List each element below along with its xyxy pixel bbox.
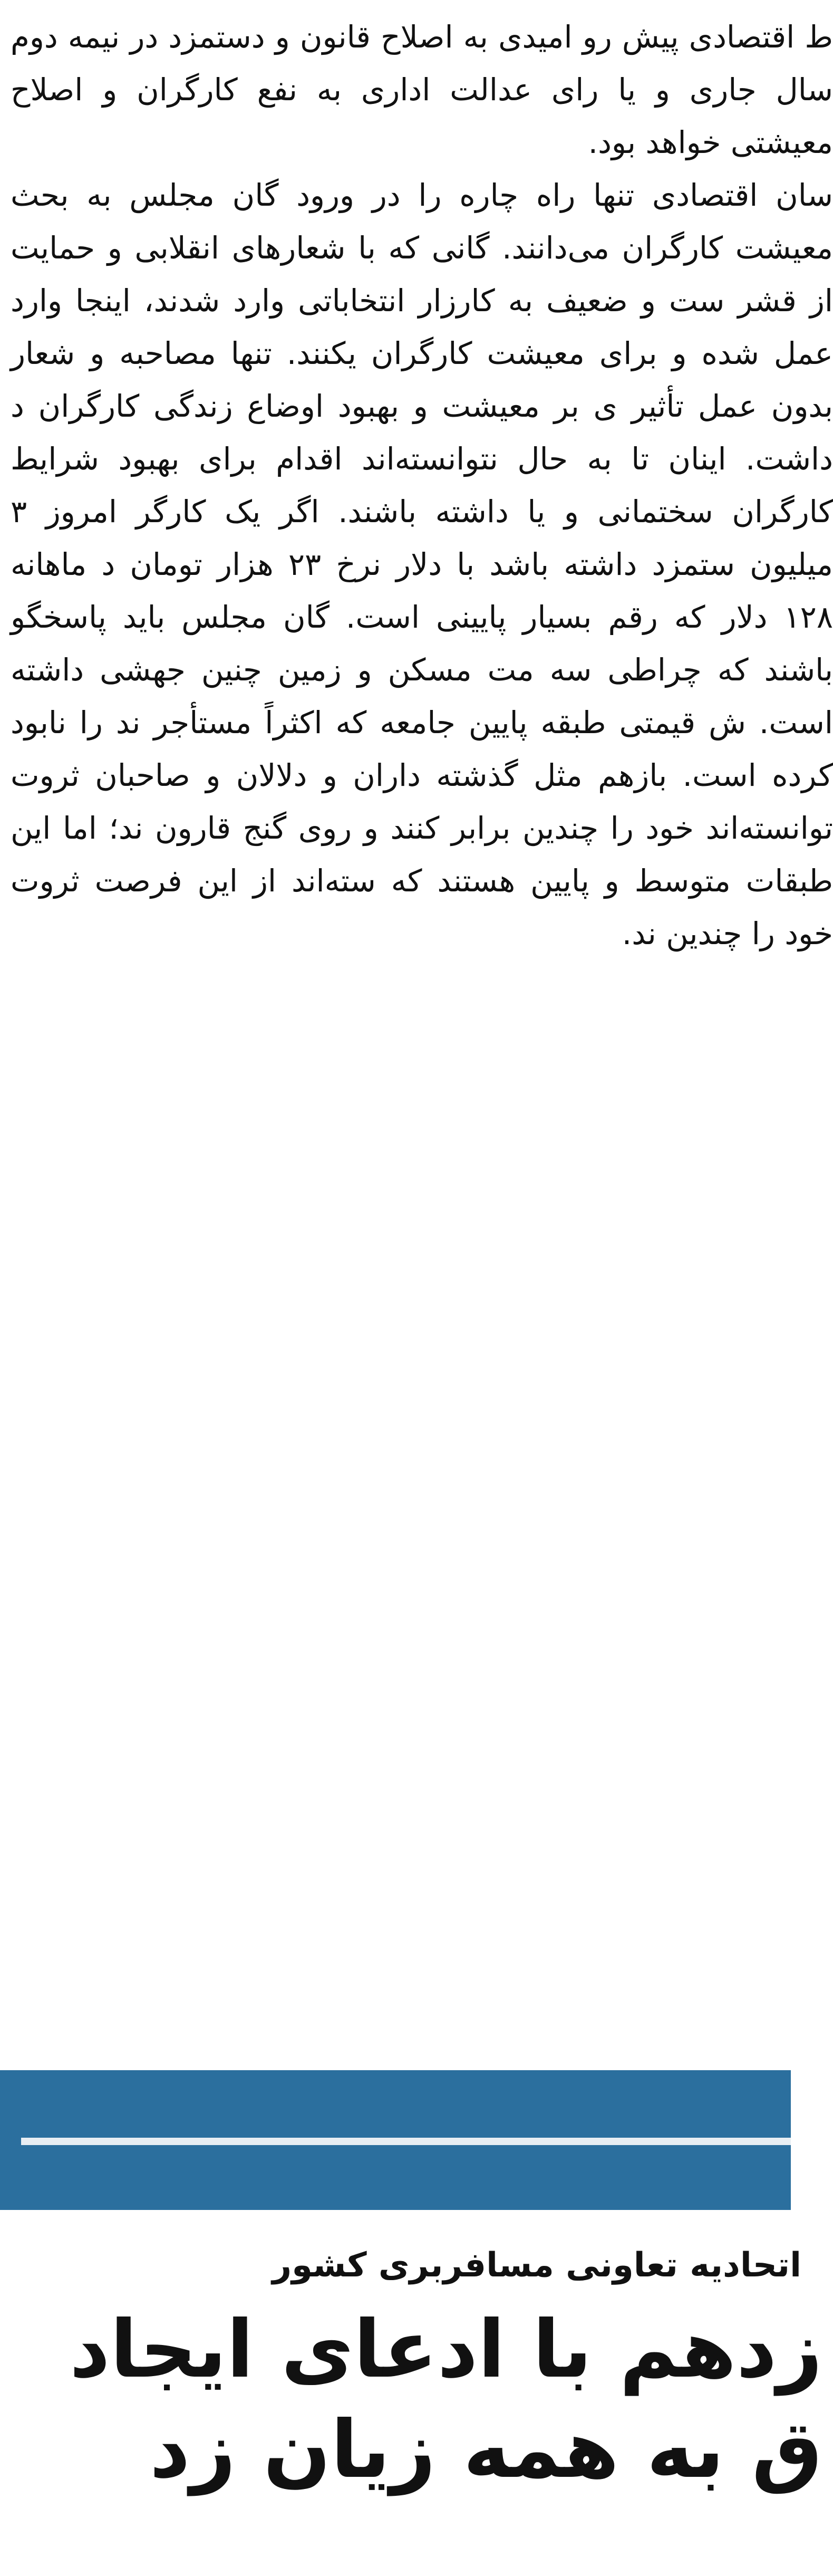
next-article-headline (0, 2300, 822, 2500)
article-paragraph-2: سان اقتصادی تنها راه چاره را در ورود گان مجلس به بحث معیشت کارگران می‌دانند. گانی که با شعارهای انقلابی و حمایت از قشر ست و ضعیف به کارزار انتخاباتی وارد شدند، اینجا وارد عمل شده و برای معیشت کارگران یکنند. تنها مصاحبه و شعار بدون عمل تأثیر ی بر معیشت و بهبود اوضاع زندگی کارگران د داشت. اینان تا به حال نتوانسته‌اند اقدام برای بهبود شرایط کارگران سختمانی و یا داشته باشند. اگر یک کارگر امروز ۳ میلیون ستمزد داشته باشد با دلار نرخ ۲۳ هزار تومان د ماهانه ۱۲۸ دلار که رقم بسیار پایینی است. گان مجلس باید پاسخگو باشند که چراطی سه مت مسکن و زمین چنین جهشی داشته است. ش قیمتی طبقه پایین جامعه که اکثراً مستأجر ند را نابود کرده است. بازهم مثل گذشته داران و دلالان و صاحبان ثروت توانسته‌اند خود را چندین برابر کنند و روی گنج قارون ند؛ اما این طبقات متوسط و پایین هستند که سته‌اند از این فرصت ثروت خود را چندین ند. (11, 177, 833, 951)
next-article-kicker: اتحادیه تعاونی مسافربری کشور (272, 2246, 801, 2285)
article-body (11, 11, 833, 960)
headline-line-2: ق به همه زیان زد (149, 2404, 822, 2496)
section-divider-band (0, 2070, 791, 2210)
article-paragraph-1: ط اقتصادی پیش رو امیدی به اصلاح قانون و دستمزد در نیمه دوم سال جاری و یا رای عدالت اداری به نفع کارگران و اصلاح معیشتی خواهد بود. (11, 19, 833, 160)
headline-line-1: زدهم با ادعای ایجاد (69, 2304, 822, 2396)
section-divider-line (21, 2138, 791, 2145)
